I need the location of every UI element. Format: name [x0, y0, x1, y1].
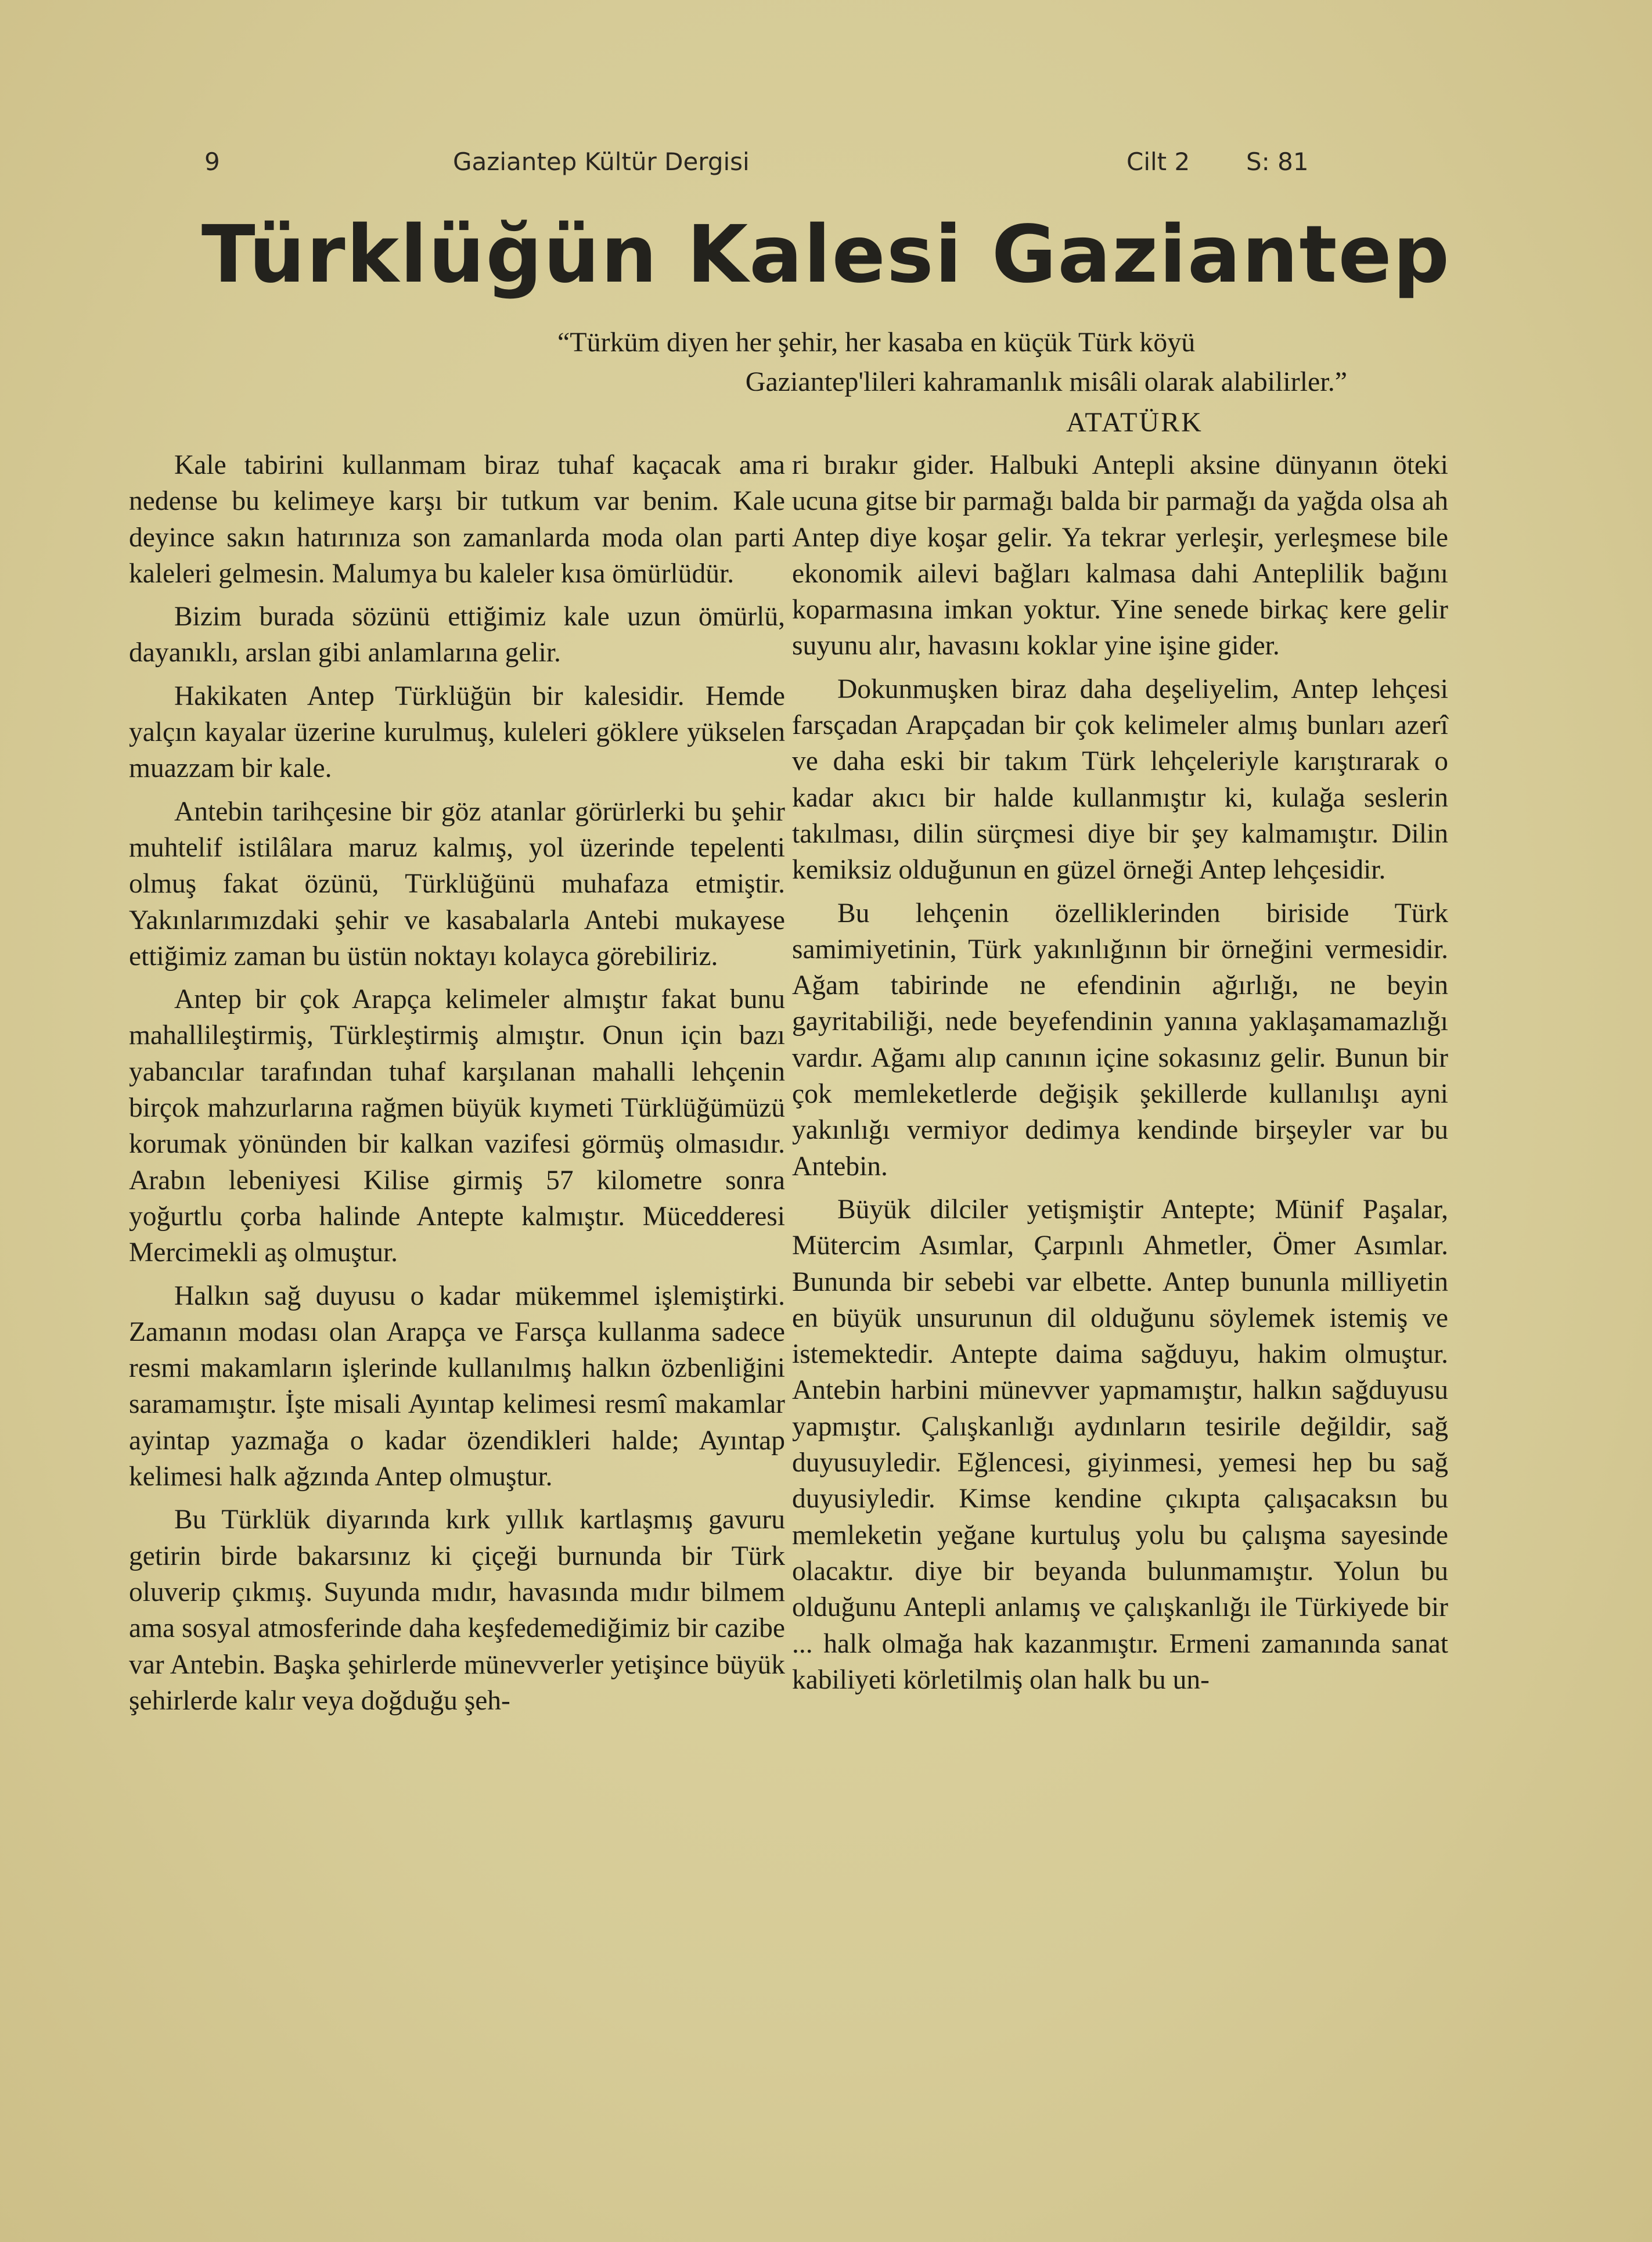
- volume-label: Cilt 2: [1126, 147, 1190, 176]
- epigraph-author: ATATÜRK: [1066, 407, 1203, 438]
- issue-label: S: 81: [1246, 147, 1309, 176]
- page-header: [0, 137, 1652, 183]
- page-number: 9: [204, 147, 220, 176]
- paragraph: Antebin tarihçesine bir göz atanlar görürlerki bu şehir muhtelif istilâlara maruz kalmış, yol üzerinde tepelenti olmuş fakat özünü, Türklüğünü muhafaza etmiştir. Yakınlarımızdaki şehir ve kasabalarla Antebi mukayese ettiğimiz zaman bu üstün noktayı kolayca görebiliriz.: [129, 796, 785, 971]
- paragraph: Antep bir çok Arapça kelimeler almıştır fakat bunu mahallileştirmiş, Türkleştirmiş almıştır. Onun için bazı yabancılar tarafından tuhaf karşılanan mahalli lehçenin birçok mahzurlarına rağmen büyük kıymeti Türklüğümüzü korumak yönünden bir kalkan vazifesi görmüş olmasıdır. Arabın lebeniyesi Kilise girmiş 57 kilometre sonra yoğurtlu çorba halinde Antepte kalmıştır. Mücedderesi Mercimekli aş olmuştur.: [129, 984, 785, 1268]
- paragraph: Bu lehçenin özelliklerinden biriside Türk samimiyetinin, Türk yakınlığının bir örneğini vermesidir. Ağam tabirinde ne efendinin ağırlığı, ne beyin gayritabiliği, nede beyefendinin yanına yaklaşamamazlığı vardır. Ağamı alıp canının içine sokasınız gelir. Bunun bir çok memleketlerde değişik şekillerde kullanılışı ayni yakınlığı vermiyor dedimya kendinde birşeyler var bu Antebin.: [792, 898, 1448, 1182]
- article-title: Türklüğün Kalesi Gaziantep: [201, 209, 1451, 301]
- paragraph: Halkın sağ duyusu o kadar mükemmel işlemiştirki. Zamanın modası olan Arapça ve Farsça kullanma sadece resmi makamların işlerinde kullanılmış halkın özbenliğini saramamıştır. İşte misali Ayıntap kelimesi resmî makamlar ayintap yazmağa o kadar özendikleri halde; Ayıntap kelimesi halk ağzında Antep olmuştur.: [129, 1280, 785, 1492]
- paragraph: Bizim burada sözünü ettiğimiz kale uzun ömürlü, dayanıklı, arslan gibi anlamlarına gelir.: [129, 602, 785, 668]
- epigraph-line: “Türküm diyen her şehir, her kasaba en küçük Türk köyü: [557, 327, 1196, 358]
- epigraph-quote: [557, 323, 1347, 402]
- paragraph: ri bırakır gider. Halbuki Antepli aksine dünyanın öteki ucuna gitse bir parmağı balda bir parmağı da yağda olsa ah Antep diye koşar gelir. Ya tekrar yerleşir, yerleşmese bile ekonomik ailevi bağları kalmasa dahi Anteplilik bağını koparmasına imkan yoktur. Yine senede birkaç kere gelir suyunu alır, havasını koklar yine işine gider.: [792, 450, 1448, 661]
- epigraph-line: Gaziantep'lileri kahramanlık misâli olarak alabilirler.”: [745, 366, 1347, 397]
- paragraph: Kale tabirini kullanmam biraz tuhaf kaçacak ama nedense bu kelimeye karşı bir tutkum var benim. Kale deyince sakın hatırınıza son zamanlarda moda olan parti kaleleri gelmesin. Malumya bu kaleler kısa ömürlüdür.: [129, 450, 785, 589]
- left-column: [129, 447, 785, 1719]
- paragraph: Hakikaten Antep Türklüğün bir kalesidir. Hemde yalçın kayalar üzerine kurulmuş, kuleleri göklere yükselen muazzam bir kale.: [129, 681, 785, 784]
- paragraph: Bu Türklük diyarında kırk yıllık kartlaşmış gavuru getirin birde bakarsınız ki çiçeği burnunda bir Türk oluverip çıkmış. Suyunda mıdır, havasında mıdır bilmem ama sosyal atmosferinde daha keşfedemediğimiz bir cazibe var Antebin. Başka şehirlerde münevverler yetişince büyük şehirlerde kalır veya doğduğu şeh-: [129, 1505, 785, 1716]
- right-column: [792, 447, 1448, 1698]
- paragraph: Dokunmuşken biraz daha deşeliyelim, Antep lehçesi farsçadan Arapçadan bir çok kelimeler almış bunları azerî ve daha eski bir takım Türk lehçeleriyle karıştırarak o kadar akıcı bir halde kullanmıştır ki, kulağa seslerin takılması, dilin sürçmesi diye bir şey kalmamıştır. Dilin kemiksiz olduğunun en güzel örneği Antep lehçesidir.: [792, 674, 1448, 886]
- magazine-name: Gaziantep Kültür Dergisi: [453, 147, 750, 176]
- paragraph: Büyük dilciler yetişmiştir Antepte; Münif Paşalar, Mütercim Asımlar, Çarpınlı Ahmetler, Ömer Asımlar. Bununda bir sebebi var elbette. Antep bununla milliyetin en büyük unsurunun dil olduğunu söylemek istemiş ve istemektedir. Antepte daima sağduyu, hakim olmuştur. Antebin harbini münevver yapmamıştır, halkın sağduyusu yapmıştır. Çalışkanlığı aydınların tesirile değildir, sağ duyusuyledir. Eğlencesi, giyinmesi, yemesi hep bu sağ duyusiyledir. Kimse kendine çıkıpta çalışacaksın bu memleketin yeğane kurtuluş yolu bu çalışma sayesinde olacaktır. diye bir beyanda bulunmamıştır. Yolun bu olduğunu Antepli anlamış ve çalışkanlığı ile Türkiyede bir ... halk olmağa hak kazanmıştır. Ermeni zamanında sanat kabiliyeti körletilmiş olan halk bu un-: [792, 1194, 1448, 1695]
